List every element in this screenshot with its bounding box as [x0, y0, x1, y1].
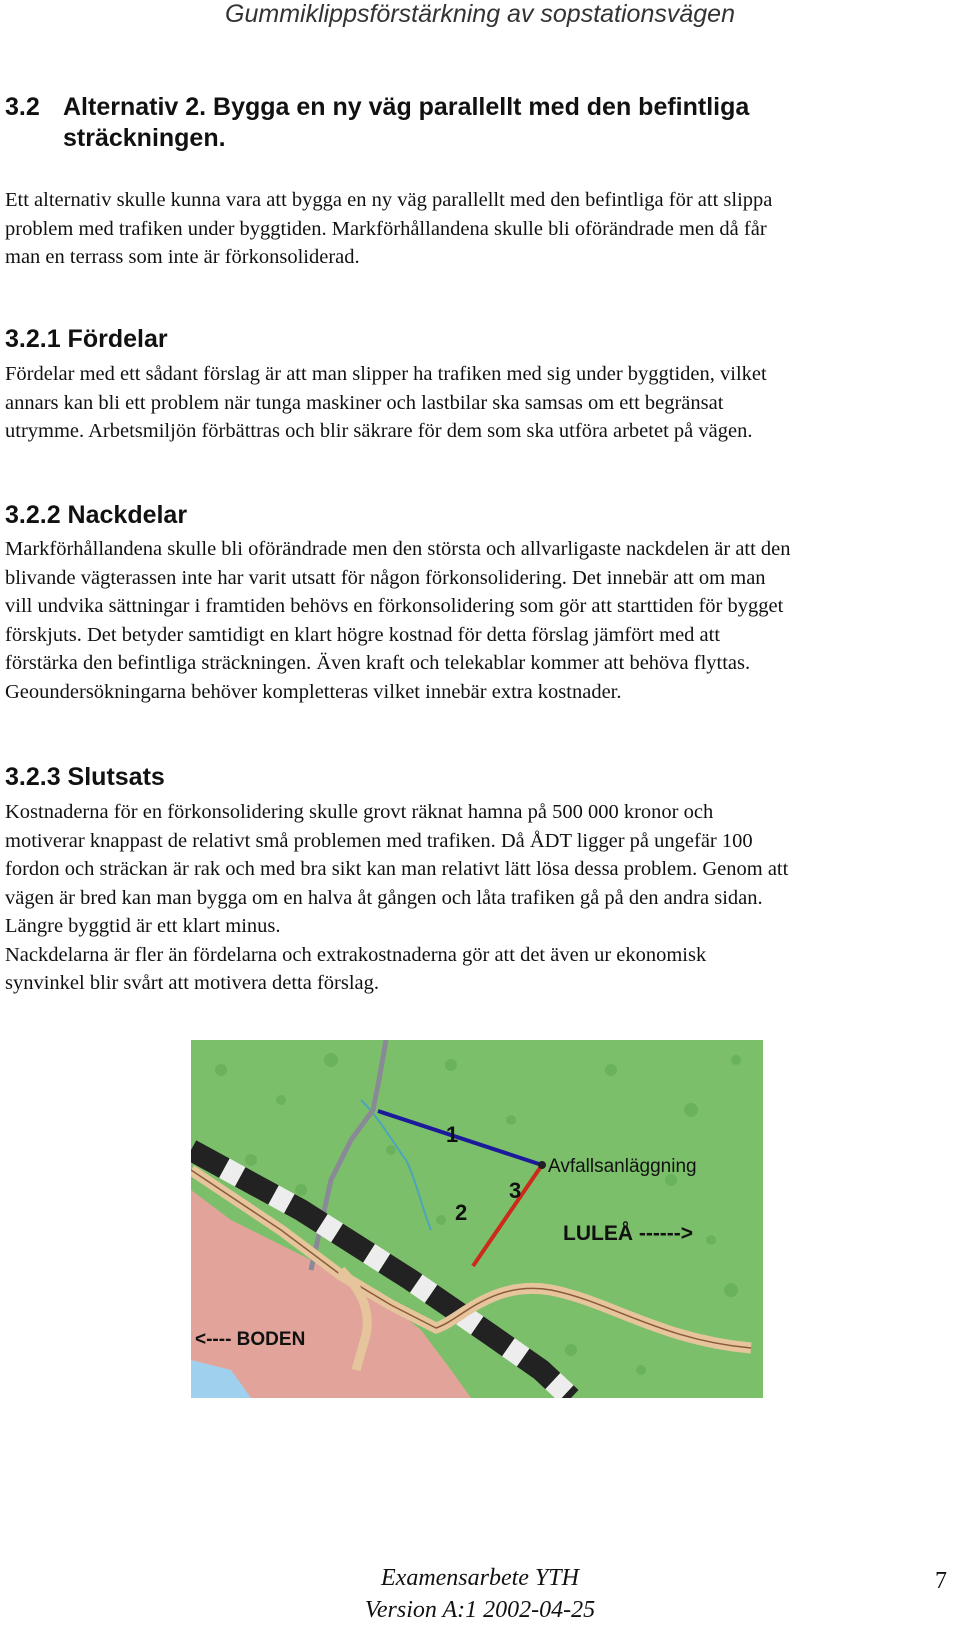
footer-line1: Examensarbete YTH: [381, 1565, 579, 1591]
paragraph-intro: [5, 186, 950, 272]
heading-nackdelar: 3.2.2 Nackdelar: [5, 501, 188, 529]
paragraph-nackdelar: [5, 535, 950, 706]
facility-marker: [538, 1161, 546, 1169]
text-line: Ett alternativ skulle kunna vara att bygga en ny väg parallellt med den befintliga för att slippa: [5, 189, 773, 211]
text-line: Fördelar med ett sådant förslag är att man slipper ha trafiken med sig under byggtiden, vilket: [5, 363, 767, 385]
text-line: fordon och sträckan är rak och med bra sikt kan man relativt lätt lösa dessa problem. Genom att: [5, 858, 789, 880]
text-line: Geoundersökningarna behöver kompletteras vilket innebär extra kostnader.: [5, 680, 622, 703]
page-number: 7: [935, 1568, 947, 1594]
running-header: Gummiklippsförstärkning av sopstationsvägen: [225, 0, 735, 28]
text-line: vill undvika sättningar i framtiden behövs en förkonsolidering som gör att starttiden för bygget: [5, 595, 784, 617]
footer: [0, 1562, 960, 1626]
map-label-2: 2: [455, 1200, 468, 1225]
text-line: problem med trafiken under byggtiden. Markförhållandena skulle bli oförändrade men då får: [5, 217, 767, 240]
text-line: motiverar knappast de relativt små problemen med trafiken. Då ÅDT ligger på ungefär 100: [5, 829, 753, 852]
map-label-1: 1: [446, 1122, 459, 1147]
map-label-3: 3: [509, 1178, 522, 1203]
paragraph-fordelar: [5, 360, 950, 446]
text-line: Kostnaderna för en förkonsolidering skulle grovt räknat hamna på 500 000 kronor och: [5, 801, 714, 823]
text-line: vägen är bred kan man bygga om en halva åt gången och låta trafiken gå på den andra sidan.: [5, 886, 763, 909]
map-label-facility: Avfallsanläggning: [548, 1156, 697, 1177]
text-line: Markförhållandena skulle bli oförändrade men den största och allvarligaste nackdelen är att den: [5, 538, 791, 560]
text-line: förskjuts. Det betyder samtidigt en klart högre kostnad för detta förslag jämfört med att: [5, 623, 721, 646]
paragraph-slutsats: [5, 798, 950, 998]
section-number: 3.2: [5, 93, 40, 121]
section-heading-3-2: [5, 92, 885, 154]
text-line: Nackdelarna är fler än fördelarna och extrakostnaderna gör att det även ur ekonomisk: [5, 943, 707, 966]
map-label-boden: <---- BODEN: [195, 1329, 306, 1350]
section-title-line1: Alternativ 2. Bygga en ny väg parallellt med den befintliga: [63, 93, 750, 121]
heading-slutsats: 3.2.3 Slutsats: [5, 763, 165, 791]
footer-line2: Version A:1 2002-04-25: [364, 1597, 596, 1623]
text-line: synvinkel blir svårt att motivera detta förslag.: [5, 972, 380, 994]
section-title-line2: sträckningen.: [63, 124, 226, 152]
text-line: annars kan bli ett problem när tunga maskiner och lastbilar ska samsas om ett begränsat: [5, 391, 724, 414]
map-label-lulea: LULEÅ ------>: [563, 1222, 694, 1245]
text-line: förstärka den befintliga sträckningen. Även kraft och telekablar kommer att behöva flyttas.: [5, 652, 751, 674]
text-line: Längre byggtid är ett klart minus.: [5, 915, 281, 937]
text-line: man en terrass som inte är förkonsoliderad.: [5, 246, 360, 268]
text-line: blivande vägterassen inte har varit utsatt för någon förkonsolidering. Det innebär att om man: [5, 566, 766, 589]
text-line: utrymme. Arbetsmiljön förbättras och blir säkrare för dem som ska utföra arbetet på vägen.: [5, 420, 753, 442]
heading-fordelar: 3.2.1 Fördelar: [5, 325, 168, 353]
route-map: [191, 1040, 763, 1398]
